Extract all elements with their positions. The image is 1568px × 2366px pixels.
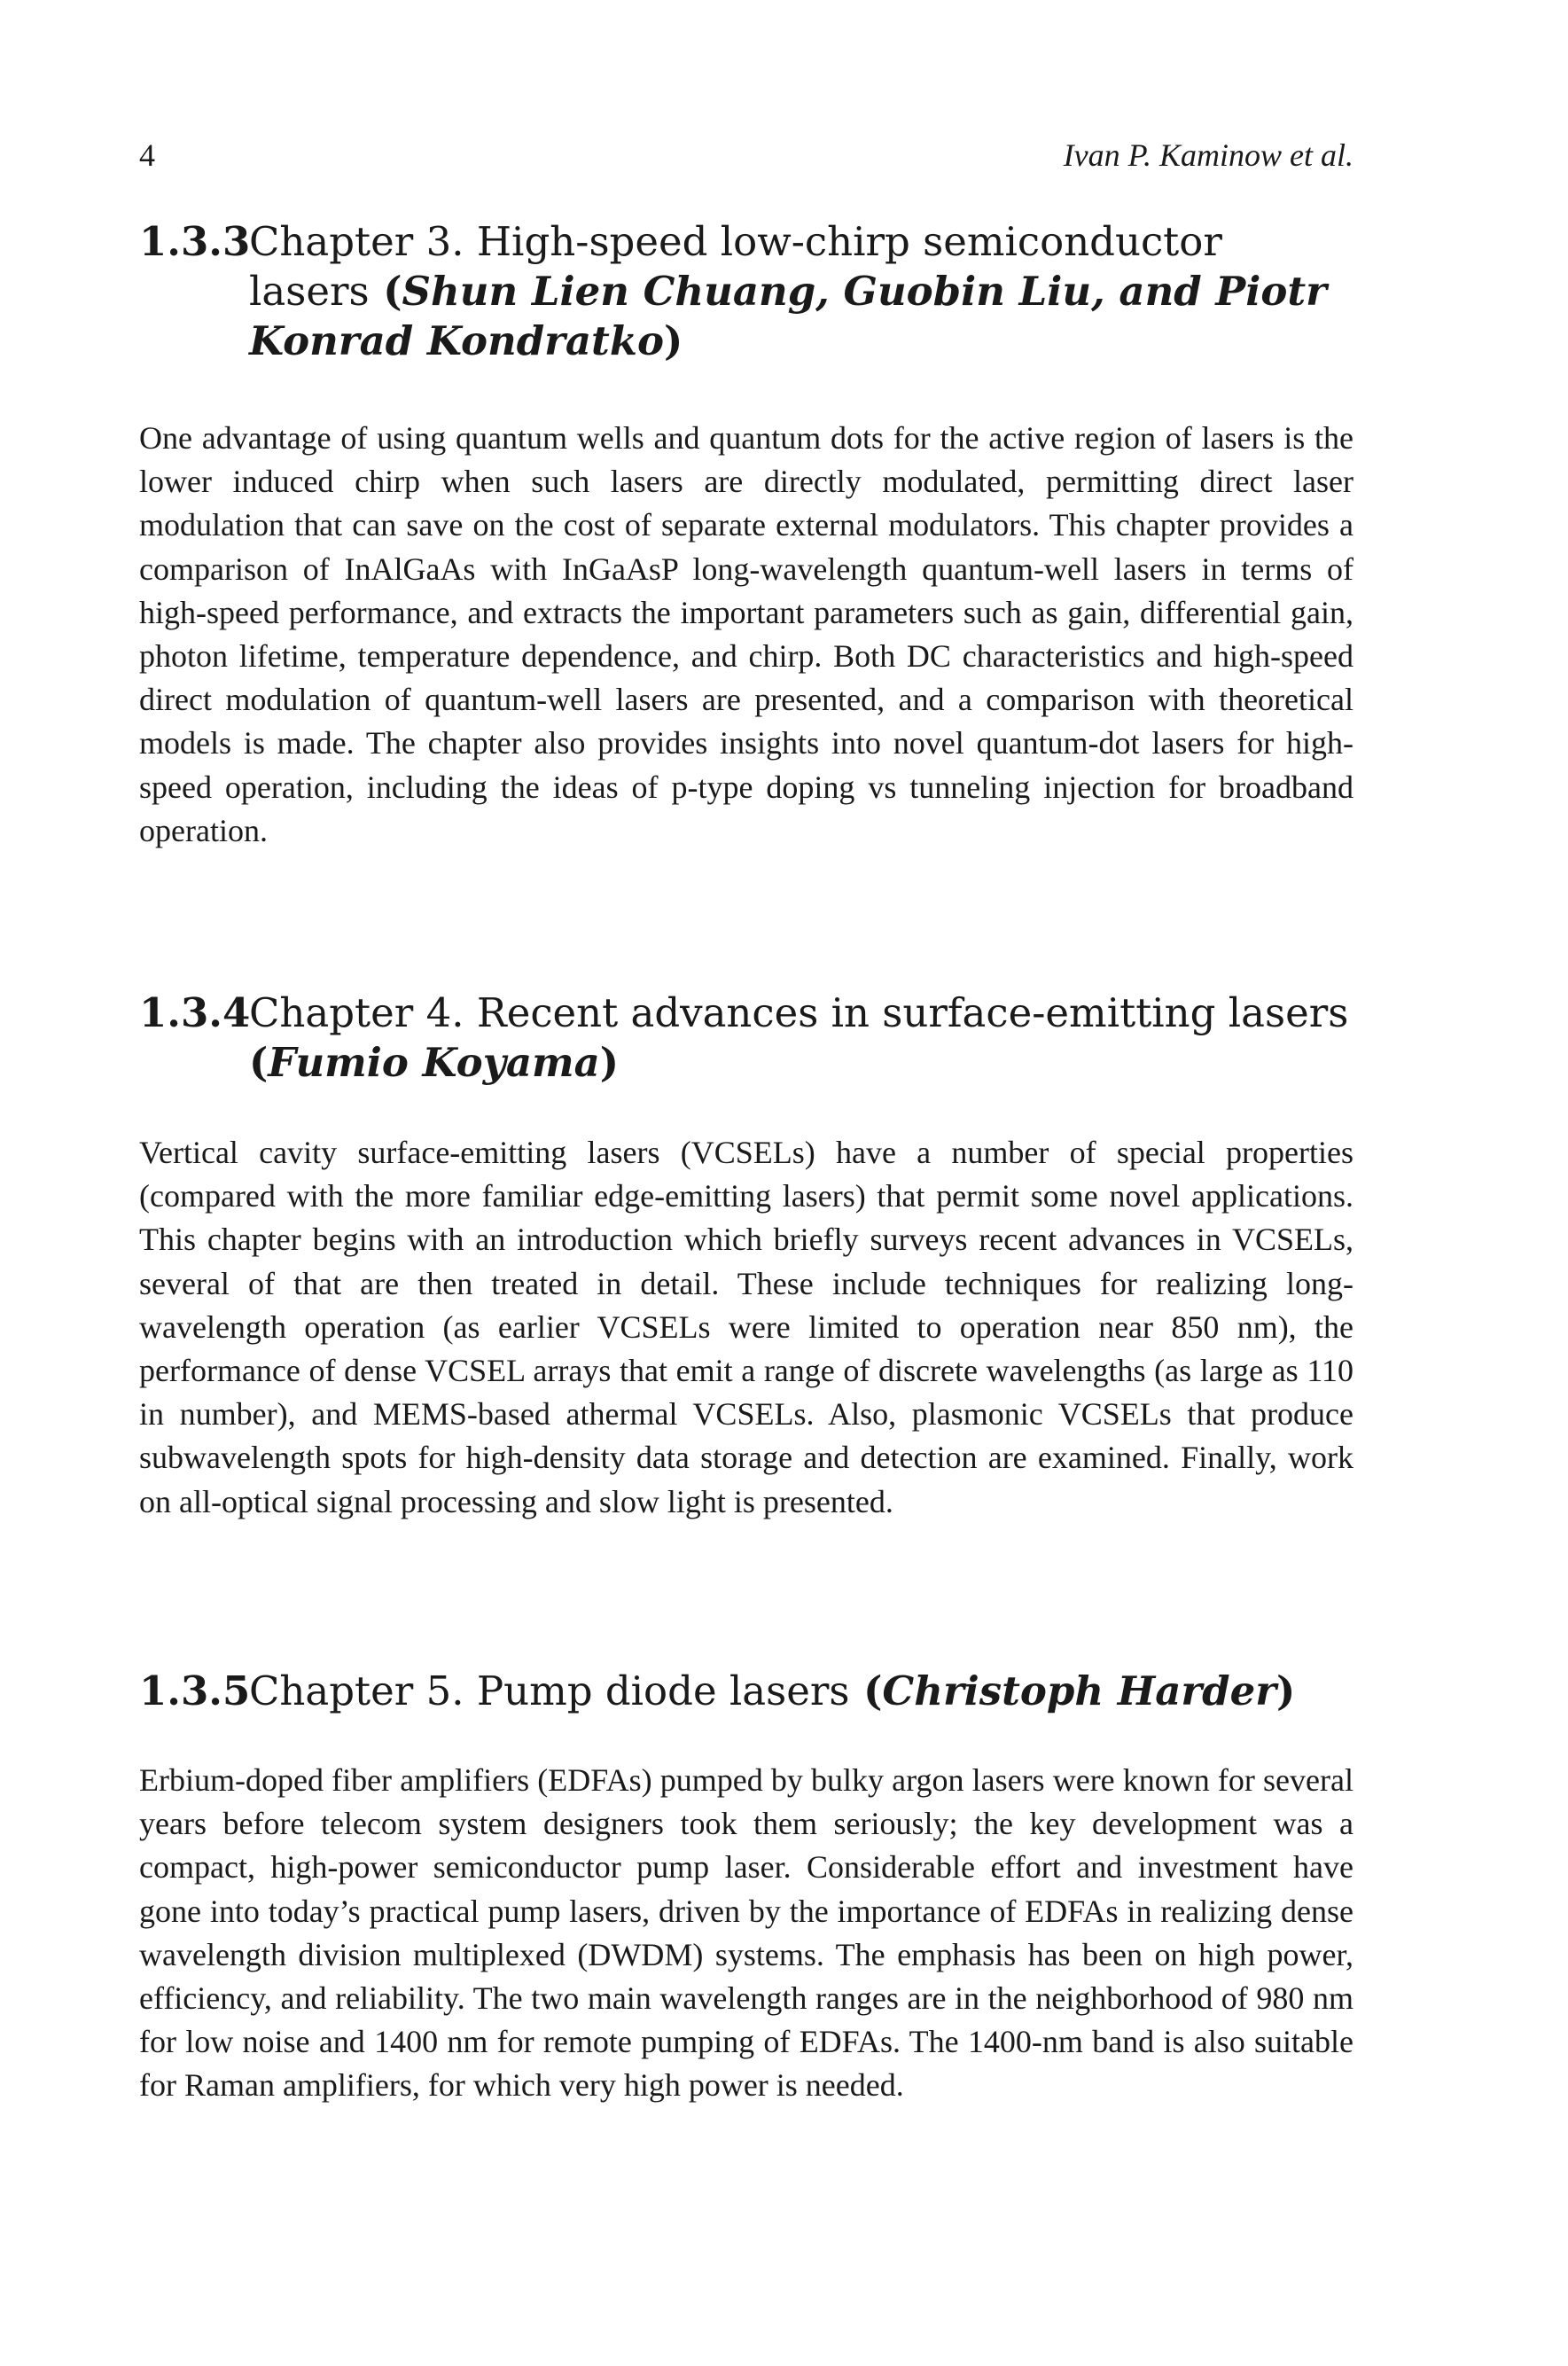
section-authors: Fumio Koyama [268, 1039, 600, 1086]
section-heading-text [249, 988, 1353, 1088]
section-title: Chapter 5. Pump diode lasers [249, 1667, 850, 1714]
section-number: 1.3.4 [139, 989, 251, 1036]
close-paren: ) [1275, 1667, 1296, 1714]
section-authors: Christoph Harder [882, 1667, 1276, 1714]
close-paren: ) [664, 317, 683, 364]
close-paren: ) [599, 1039, 620, 1086]
section-heading [139, 1667, 1353, 1716]
section-title: Chapter 4. Recent advances in surface-emitting lasers [249, 989, 1349, 1036]
section-title: Chapter 3. High-speed low-chirp semiconductor lasers [249, 218, 1222, 315]
section-1-3-3 [139, 217, 1353, 853]
section-heading [139, 217, 1353, 366]
page-number: 4 [139, 137, 155, 173]
open-paren: ( [863, 1667, 883, 1714]
open-paren: ( [249, 1039, 269, 1086]
section-body: Erbium-doped fiber amplifiers (EDFAs) pumped by bulky argon lasers were known for several years before telecom system designers took them seriously; the key development was a compact, high-power semiconductor pump laser. Considerable effort and investment have gone into today’s practical pump lasers, driven by the importance of EDFAs in realizing dense wavelength division multiplexed (DWDM) systems. The emphasis has been on high power, efficiency, and reliability. The two main wavelength ranges are in the neighborhood of 980 nm for low noise and 1400 nm for remote pumping of EDFAs. The 1400-nm band is also suitable for Raman amplifiers, for which very high power is needed. [139, 1762, 1353, 2104]
section-body: One advantage of using quantum wells and quantum dots for the active region of lasers is the lower induced chirp when such lasers are directly modulated, permitting direct laser modulation that can save on the cost of separate external modulators. This chapter provides a comparison of InAlGaAs with InGaAsP long-wavelength quantum-well lasers in terms of high-speed performance, and extracts the important parameters such as gain, differential gain, photon lifetime, temperature dependence, and chirp. Both DC characteristics and high-speed direct modulation of quantum-well lasers are presented, and a comparison with theoretical models is made. The chapter also provides insights into novel quantum-dot lasers for high-speed operation, including the ideas of p-type doping vs tunneling injection for broadband operation. [139, 420, 1353, 848]
open-paren: ( [383, 268, 402, 315]
section-heading [139, 988, 1353, 1088]
section-heading-text [249, 217, 1353, 366]
section-number: 1.3.3 [139, 218, 251, 265]
section-body: Vertical cavity surface-emitting lasers (VCSELs) have a number of special properties (compared with the more familiar edge-emitting lasers) that permit some novel applications. This chapter begins with an introduction which briefly surveys recent advances in VCSELs, several of that are then treated in detail. These include techniques for realizing long-wavelength operation (as earlier VCSELs were limited to operation near 850 nm), the performance of dense VCSEL arrays that emit a range of discrete wavelengths (as large as 110 in number), and MEMS-based athermal VCSELs. Also, plasmonic VCSELs that produce subwavelength spots for high-density data storage and detection are examined. Finally, work on all-optical signal processing and slow light is presented. [139, 1135, 1353, 1519]
section-heading-text [249, 1667, 1353, 1716]
section-1-3-5 [139, 1667, 1353, 2108]
section-authors: Shun Lien Chuang, Guobin Liu, and Piotr Konrad Kondratko [249, 268, 1327, 364]
running-head-author: Ivan P. Kaminow et al. [1063, 137, 1353, 173]
section-1-3-4 [139, 988, 1353, 1524]
section-number: 1.3.5 [139, 1667, 251, 1714]
running-head [139, 133, 1353, 177]
